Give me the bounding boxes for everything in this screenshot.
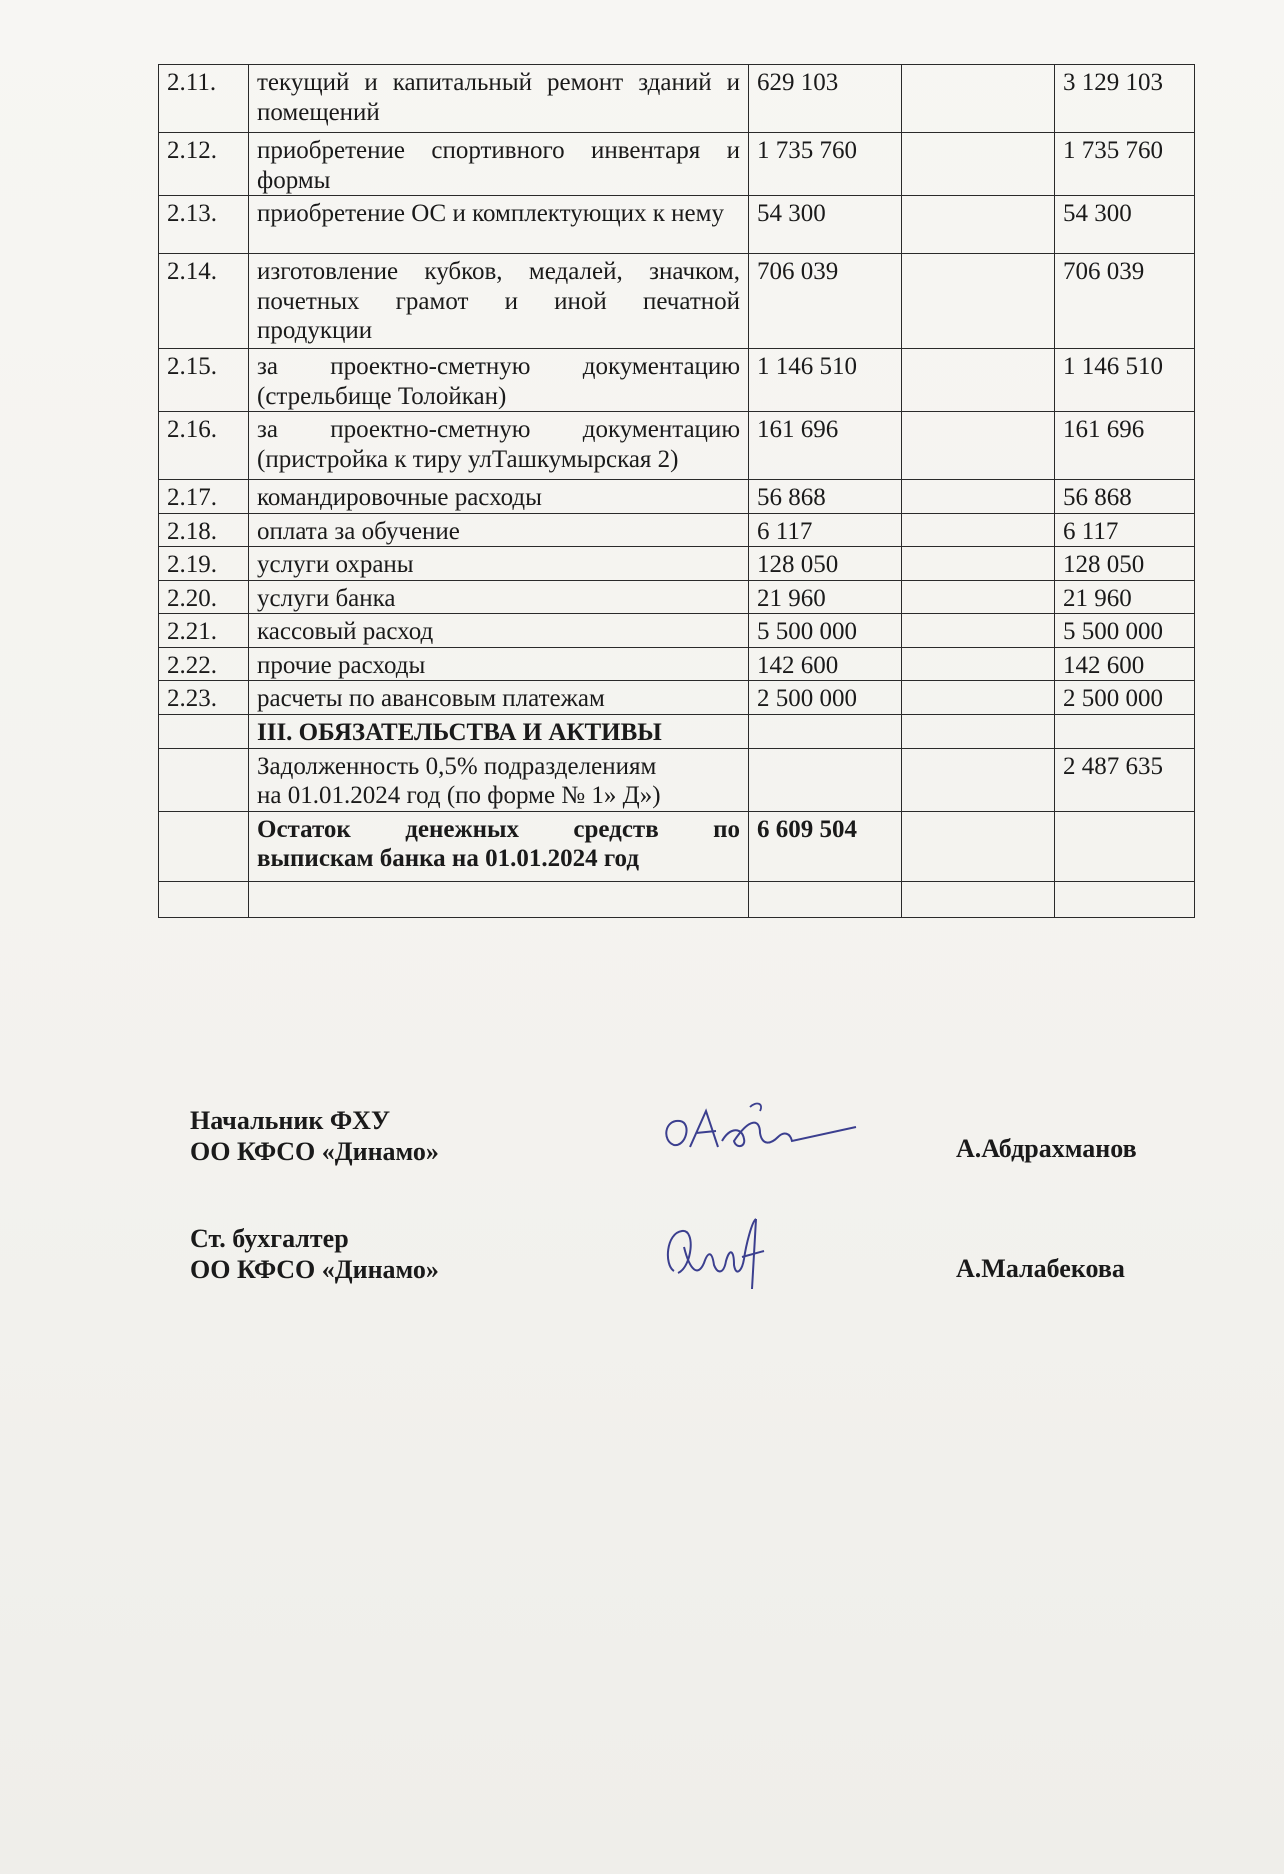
- balance-amount: 6 609 504: [749, 811, 902, 881]
- row-amount-3: 161 696: [1055, 412, 1195, 480]
- table-row: [159, 547, 1195, 581]
- table-row: [159, 647, 1195, 681]
- row-amount-3: 6 117: [1055, 513, 1195, 547]
- row-amount-1: 21 960: [749, 580, 902, 614]
- row-amount-3: 2 500 000: [1055, 681, 1195, 715]
- row-amount-1: 1 735 760: [749, 133, 902, 196]
- table-row: [159, 513, 1195, 547]
- row-amount-2: [902, 647, 1055, 681]
- row-amount-2: [902, 681, 1055, 715]
- row-description: приобретение спортивного инвентаря и формы: [249, 133, 749, 196]
- row-amount-2: [902, 513, 1055, 547]
- debt-description: [249, 748, 749, 811]
- debt-line-2: на 01.01.2024 год (по форме № 1» Д»): [257, 782, 661, 809]
- amount-cell: [1055, 714, 1195, 748]
- signatory-name: А.Малабекова: [956, 1254, 1125, 1283]
- row-amount-1: 54 300: [749, 196, 902, 254]
- signatory-title: [190, 1105, 439, 1167]
- row-amount-2: [902, 349, 1055, 412]
- empty-cell: [159, 881, 249, 917]
- balance-line-2: выпискам банка на 01.01.2024 год: [257, 845, 639, 872]
- signatory-organization: ОО КФСО «Динамо»: [190, 1137, 439, 1167]
- row-number: 2.11.: [159, 65, 249, 133]
- row-amount-2: [902, 580, 1055, 614]
- section-3-body: [159, 714, 1195, 917]
- amount-cell: [902, 811, 1055, 881]
- row-description: изготовление кубков, медалей, значком, почетных грамот и иной печатной продукции: [249, 254, 749, 349]
- table-row: [159, 196, 1195, 254]
- row-amount-2: [902, 412, 1055, 480]
- row-number: 2.18.: [159, 513, 249, 547]
- signature-block-accountant: [190, 1223, 1190, 1333]
- row-number: [159, 714, 249, 748]
- row-amount-2: [902, 614, 1055, 648]
- table-row: [159, 254, 1195, 349]
- row-number: 2.16.: [159, 412, 249, 480]
- amount-cell: [902, 714, 1055, 748]
- signature-section: [190, 1105, 1190, 1333]
- table-row: [159, 614, 1195, 648]
- row-description: прочие расходы: [249, 647, 749, 681]
- row-amount-2: [902, 196, 1055, 254]
- row-amount-2: [902, 133, 1055, 196]
- signatory-title: [190, 1223, 439, 1285]
- row-amount-3: 21 960: [1055, 580, 1195, 614]
- row-amount-2: [902, 547, 1055, 581]
- empty-cell: [902, 881, 1055, 917]
- row-amount-1: 1 146 510: [749, 349, 902, 412]
- row-amount-2: [902, 480, 1055, 514]
- row-amount-3: 56 868: [1055, 480, 1195, 514]
- row-description: текущий и капитальный ремонт зданий и помещений: [249, 65, 749, 133]
- row-number: [159, 811, 249, 881]
- row-amount-3: 54 300: [1055, 196, 1195, 254]
- row-amount-3: 5 500 000: [1055, 614, 1195, 648]
- row-description: за проектно-сметную документацию (стрельбище Толойкан): [249, 349, 749, 412]
- row-number: 2.19.: [159, 547, 249, 581]
- row-amount-3: 1 735 760: [1055, 133, 1195, 196]
- row-amount-1: 56 868: [749, 480, 902, 514]
- report-table-body: [159, 65, 1195, 715]
- row-amount-2: [902, 65, 1055, 133]
- table-row: [159, 349, 1195, 412]
- handwritten-signature-2: [660, 1211, 780, 1301]
- row-description: расчеты по авансовым платежам: [249, 681, 749, 715]
- row-description: услуги охраны: [249, 547, 749, 581]
- row-amount-1: 142 600: [749, 647, 902, 681]
- row-description: приобретение ОС и комплектующих к нему: [249, 196, 749, 254]
- row-description: кассовый расход: [249, 614, 749, 648]
- debt-line-1: Задолженность 0,5% подразделениям: [257, 752, 657, 780]
- empty-row: [159, 881, 1195, 917]
- table-row: [159, 65, 1195, 133]
- row-amount-1: 5 500 000: [749, 614, 902, 648]
- row-number: 2.22.: [159, 647, 249, 681]
- row-amount-3: 128 050: [1055, 547, 1195, 581]
- row-amount-2: [902, 254, 1055, 349]
- section-3-heading-row: [159, 714, 1195, 748]
- row-amount-3: 142 600: [1055, 647, 1195, 681]
- row-description: командировочные расходы: [249, 480, 749, 514]
- empty-cell: [249, 881, 749, 917]
- row-amount-1: 2 500 000: [749, 681, 902, 715]
- row-number: 2.20.: [159, 580, 249, 614]
- signatory-organization: ОО КФСО «Динамо»: [190, 1255, 439, 1285]
- row-number: 2.21.: [159, 614, 249, 648]
- table-row: [159, 412, 1195, 480]
- balance-line-1: Остаток денежных средств по: [257, 815, 740, 843]
- row-description: за проектно-сметную документацию (пристройка к тиру улТашкумырская 2): [249, 412, 749, 480]
- row-amount-1: 161 696: [749, 412, 902, 480]
- row-amount-1: 6 117: [749, 513, 902, 547]
- handwritten-signature-1: [660, 1097, 860, 1167]
- signatory-position: Начальник ФХУ: [190, 1106, 391, 1135]
- table-row: [159, 681, 1195, 715]
- signatory-position: Ст. бухгалтер: [190, 1224, 349, 1253]
- row-number: 2.14.: [159, 254, 249, 349]
- amount-cell: [902, 748, 1055, 811]
- debt-row: [159, 748, 1195, 811]
- signatory-name: А.Абдрахманов: [956, 1134, 1137, 1163]
- amount-cell: [1055, 811, 1195, 881]
- balance-description: [249, 811, 749, 881]
- row-amount-3: 3 129 103: [1055, 65, 1195, 133]
- amount-cell: [749, 714, 902, 748]
- row-number: 2.12.: [159, 133, 249, 196]
- row-number: 2.13.: [159, 196, 249, 254]
- row-amount-1: 629 103: [749, 65, 902, 133]
- row-number: 2.23.: [159, 681, 249, 715]
- table-row: [159, 480, 1195, 514]
- row-description: услуги банка: [249, 580, 749, 614]
- row-amount-1: 128 050: [749, 547, 902, 581]
- row-number: [159, 748, 249, 811]
- table-row: [159, 133, 1195, 196]
- debt-amount: 2 487 635: [1055, 748, 1195, 811]
- row-amount-1: 706 039: [749, 254, 902, 349]
- balance-row: [159, 811, 1195, 881]
- row-number: 2.17.: [159, 480, 249, 514]
- row-amount-3: 706 039: [1055, 254, 1195, 349]
- row-description: оплата за обучение: [249, 513, 749, 547]
- row-number: 2.15.: [159, 349, 249, 412]
- empty-cell: [1055, 881, 1195, 917]
- empty-cell: [749, 881, 902, 917]
- signature-block-head: [190, 1105, 1190, 1215]
- row-amount-3: 1 146 510: [1055, 349, 1195, 412]
- table-row: [159, 580, 1195, 614]
- report-table: [158, 64, 1195, 918]
- section-3-heading: III. ОБЯЗАТЕЛЬСТВА И АКТИВЫ: [249, 714, 749, 748]
- amount-cell: [749, 748, 902, 811]
